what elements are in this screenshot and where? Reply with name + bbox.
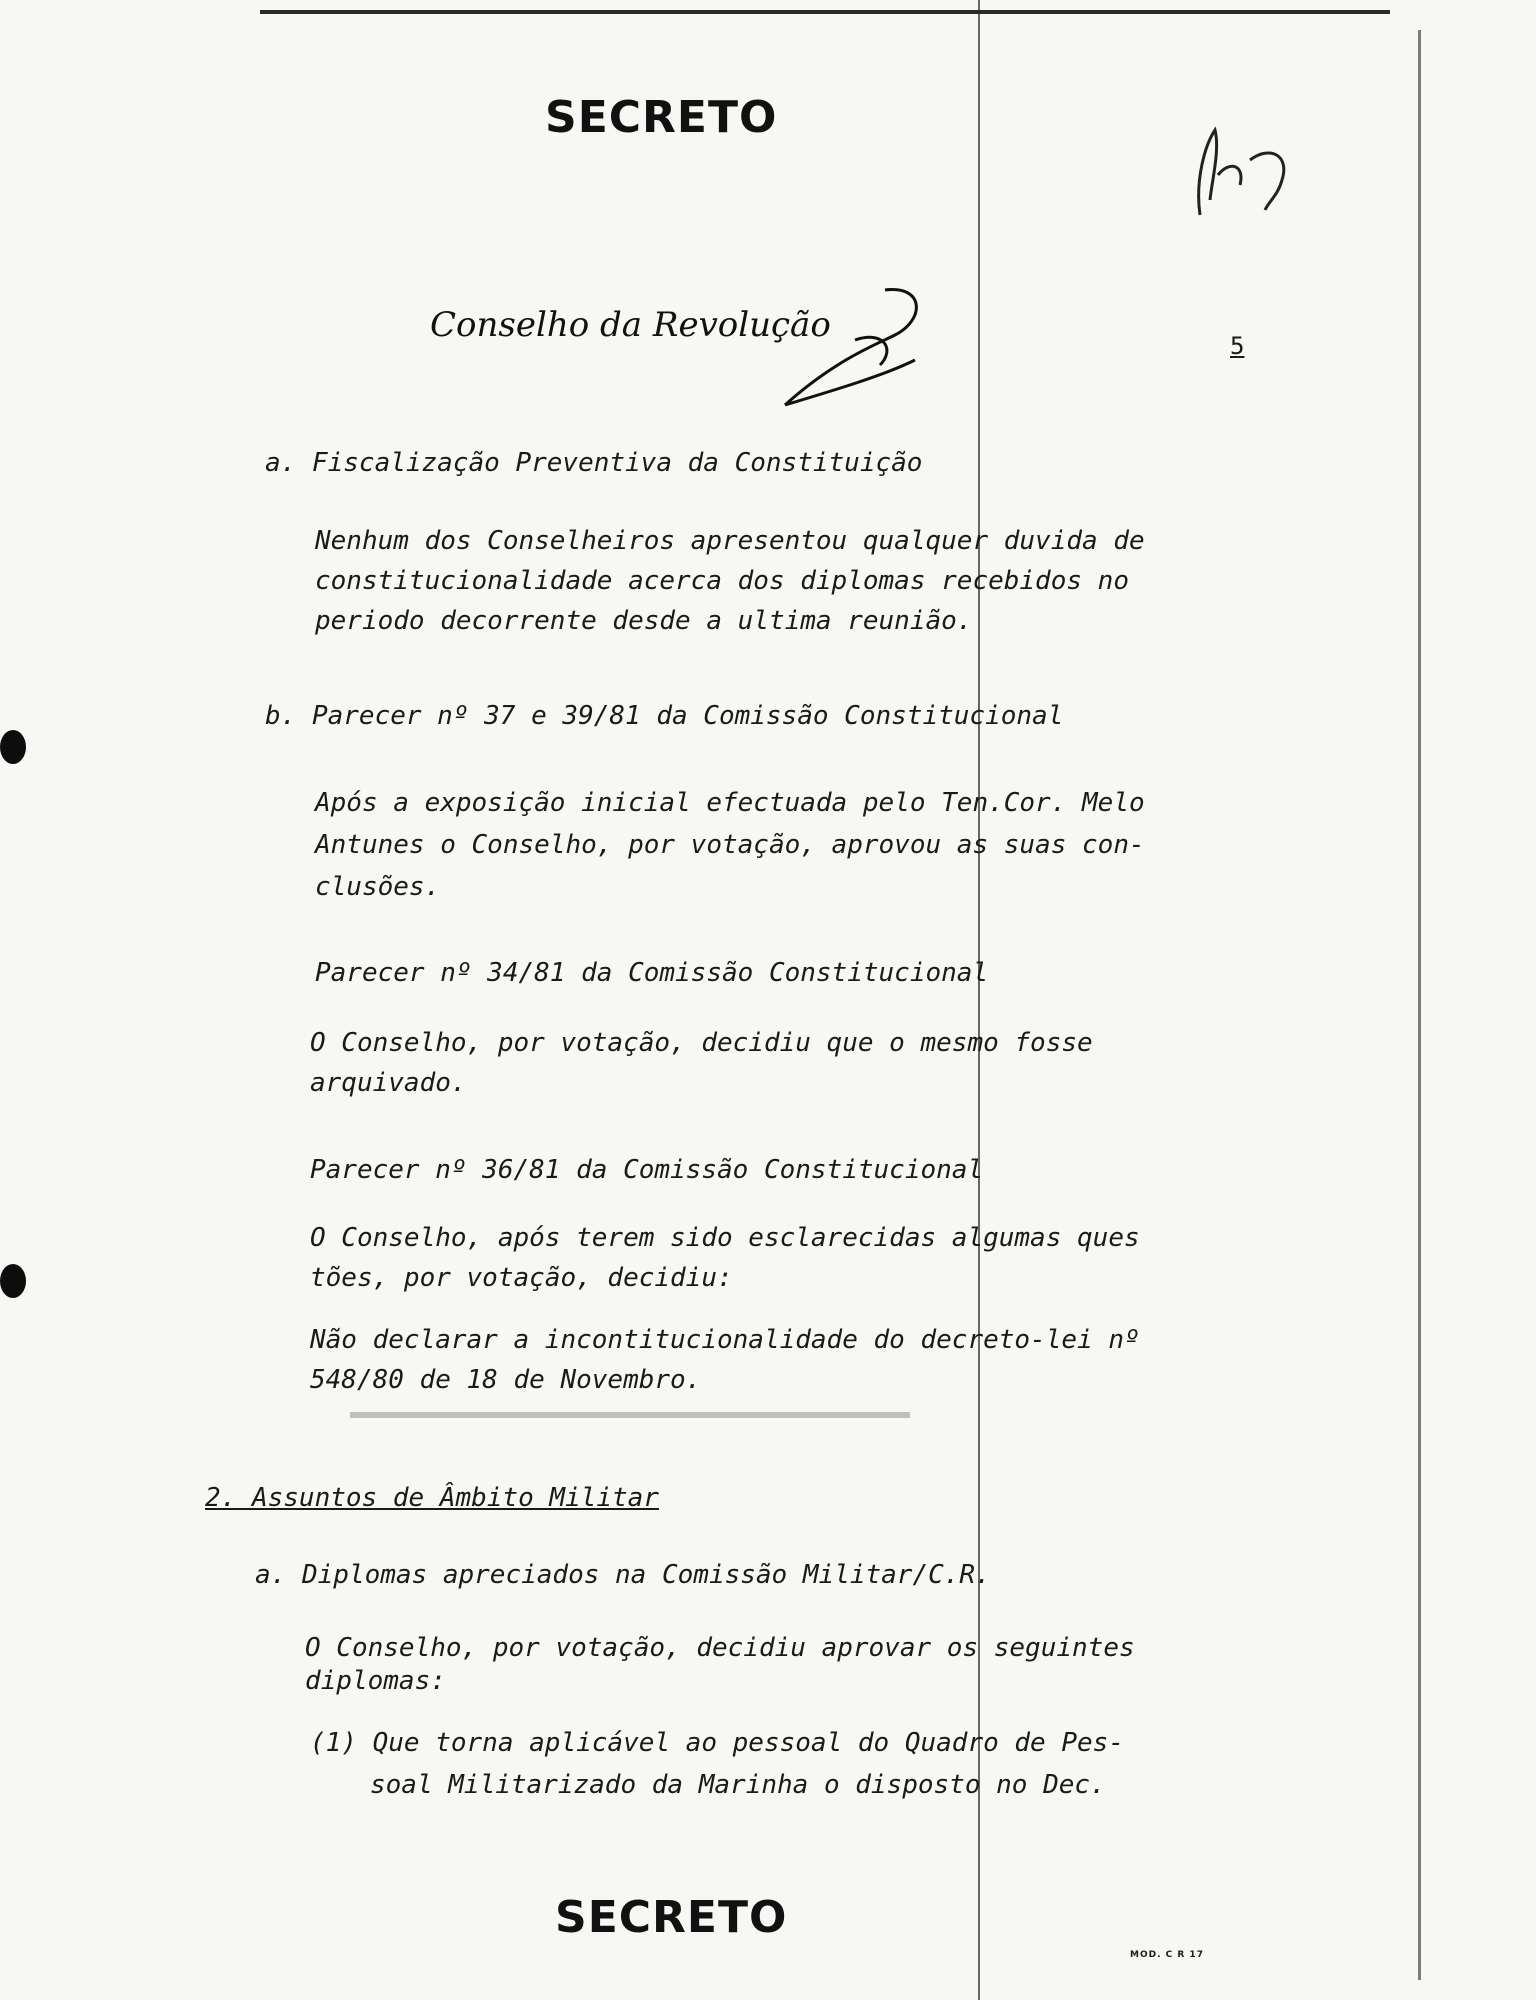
- fold-line: [978, 0, 980, 2000]
- text-line: diplomas:: [305, 1666, 446, 1696]
- section-heading: a. Fiscalização Preventiva da Constituição: [265, 448, 923, 478]
- text-line: Antunes o Conselho, por votação, aprovou as suas con-: [315, 830, 1145, 860]
- text-line: Nenhum dos Conselheiros apresentou qualquer duvida de: [315, 526, 1145, 556]
- text-line: constitucionalidade acerca dos diplomas recebidos no: [315, 566, 1129, 596]
- page-edge-line: [1418, 30, 1421, 1980]
- text-line: Não declarar a incontitucionalidade do decreto-lei nº: [310, 1325, 1140, 1355]
- page-number: 5: [1230, 332, 1245, 360]
- punch-hole: [0, 1264, 26, 1298]
- section-heading: 2. Assuntos de Âmbito Militar: [205, 1483, 659, 1513]
- subheading: Parecer nº 34/81 da Comissão Constitucional: [315, 958, 989, 988]
- council-header: Conselho da Revolução: [430, 305, 831, 345]
- section-heading: a. Diplomas apreciados na Comissão Militar/C.R.: [255, 1560, 991, 1590]
- list-item: (1) Que torna aplicável ao pessoal do Quadro de Pes-: [310, 1728, 1124, 1758]
- text-line: clusões.: [315, 872, 441, 902]
- header-flourish: [775, 280, 955, 420]
- subheading: Parecer nº 36/81 da Comissão Constitucional: [310, 1155, 984, 1185]
- text-line: O Conselho, por votação, decidiu aprovar os seguintes: [305, 1633, 1135, 1663]
- text-line: periodo decorrente desde a ultima reunião.: [315, 606, 973, 636]
- classification-stamp-bottom: SECRETO: [555, 1892, 788, 1943]
- top-border-line: [260, 10, 1390, 14]
- ink-smear: [350, 1412, 910, 1418]
- text-line: soal Militarizado da Marinha o disposto no Dec.: [370, 1770, 1106, 1800]
- text-line: tões, por votação, decidiu:: [310, 1263, 733, 1293]
- section-heading: b. Parecer nº 37 e 39/81 da Comissão Constitucional: [265, 701, 1064, 731]
- signature-mark: [1190, 120, 1300, 230]
- form-code: MOD. C R 17: [1130, 1950, 1204, 1960]
- text-line: O Conselho, por votação, decidiu que o mesmo fosse: [310, 1028, 1093, 1058]
- text-line: O Conselho, após terem sido esclarecidas algumas ques: [310, 1223, 1140, 1253]
- punch-hole: [0, 730, 26, 764]
- text-line: Após a exposição inicial efectuada pelo Ten.Cor. Melo: [315, 788, 1145, 818]
- classification-stamp-top: SECRETO: [545, 92, 778, 143]
- text-line: arquivado.: [310, 1068, 467, 1098]
- text-line: 548/80 de 18 de Novembro.: [310, 1365, 702, 1395]
